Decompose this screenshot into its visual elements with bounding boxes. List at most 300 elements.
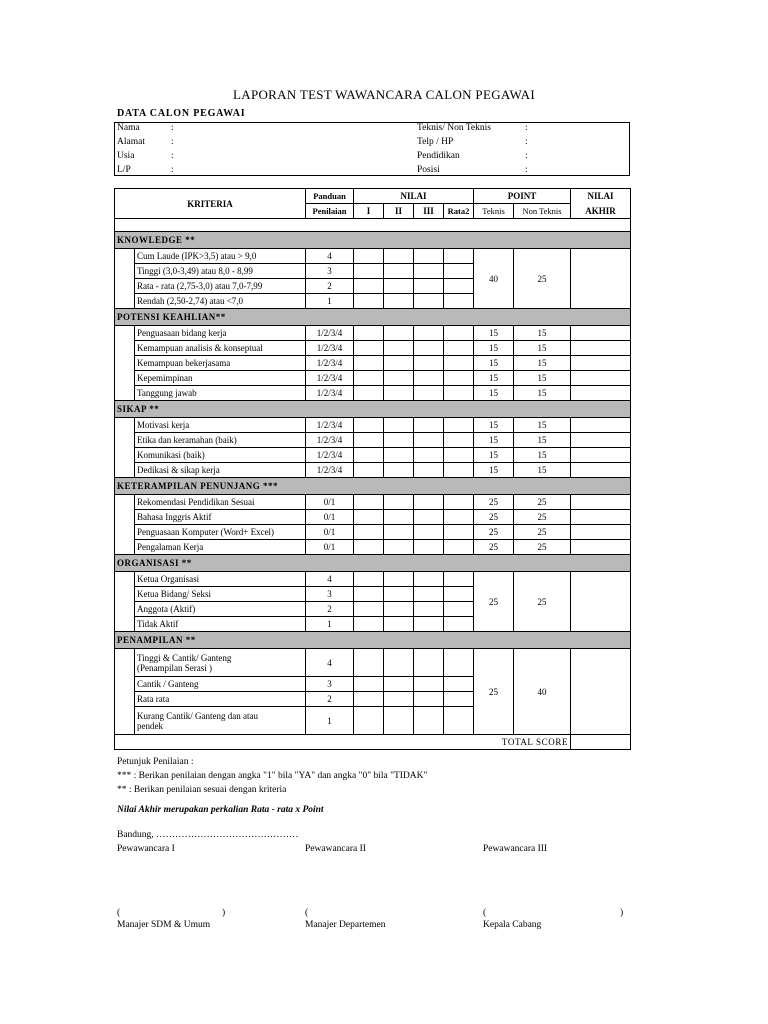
score-input-ii[interactable] — [384, 279, 414, 294]
point-teknis: 15 — [474, 341, 514, 356]
score-input-i[interactable] — [354, 433, 384, 448]
criteria-label: Tanggung jawab — [135, 386, 306, 401]
score-input-i[interactable] — [354, 279, 384, 294]
assessment-table — [114, 188, 631, 750]
point-teknis: 15 — [474, 433, 514, 448]
field-label-pendidikan: Pendidikan — [417, 151, 460, 161]
criteria-label: Rendah (2,50-2,74) atau <7,0 — [135, 294, 306, 309]
page-title: LAPORAN TEST WAWANCARA CALON PEGAWAI — [233, 87, 535, 102]
criteria-row — [115, 418, 631, 433]
score-input-i[interactable] — [354, 249, 384, 264]
score-input-rata2[interactable] — [444, 525, 474, 540]
section-header-row — [115, 232, 631, 249]
colon: : — [525, 151, 528, 161]
score-input-iii[interactable] — [414, 707, 444, 735]
criteria-label: Bahasa Inggris Aktif — [135, 510, 306, 525]
score-input-i[interactable] — [354, 418, 384, 433]
row-indent-cell — [115, 356, 135, 371]
score-input-i[interactable] — [354, 386, 384, 401]
panduan-value: 4 — [306, 572, 354, 587]
signature-close-paren: ) — [222, 908, 226, 918]
point-teknis: 25 — [474, 540, 514, 555]
point-teknis: 15 — [474, 386, 514, 401]
score-input-i[interactable] — [354, 707, 384, 735]
criteria-row — [115, 540, 631, 555]
criteria-row — [115, 356, 631, 371]
panduan-value: 4 — [306, 649, 354, 677]
score-input-iii[interactable] — [414, 540, 444, 555]
point-non-teknis: 15 — [514, 371, 571, 386]
panduan-value: 1/2/3/4 — [306, 433, 354, 448]
nilai-akhir-input[interactable] — [571, 356, 631, 371]
field-label-telp: Telp / HP — [417, 137, 454, 147]
score-input-ii[interactable] — [384, 448, 414, 463]
criteria-row — [115, 463, 631, 478]
score-input-ii[interactable] — [384, 495, 414, 510]
criteria-label: Rata - rata (2,75-3,0) atau 7,0-7,99 — [135, 279, 306, 294]
score-input-i[interactable] — [354, 540, 384, 555]
score-input-i[interactable] — [354, 677, 384, 692]
criteria-row — [115, 525, 631, 540]
score-input-i[interactable] — [354, 617, 384, 632]
nilai-akhir-input[interactable] — [571, 418, 631, 433]
colon: : — [171, 165, 174, 175]
field-label-alamat: Alamat — [117, 137, 145, 147]
criteria-row — [115, 386, 631, 401]
criteria-label: Penguasaan bidang kerja — [135, 326, 306, 341]
panduan-value: 0/1 — [306, 525, 354, 540]
candidate-data-box — [114, 122, 630, 176]
total-score-input[interactable] — [571, 735, 631, 750]
section-title: SIKAP ** — [115, 401, 631, 418]
nilai-akhir-input[interactable] — [571, 540, 631, 555]
point-non-teknis: 15 — [514, 326, 571, 341]
score-input-iii[interactable] — [414, 525, 444, 540]
point-non-teknis: 15 — [514, 341, 571, 356]
score-input-rata2[interactable] — [444, 386, 474, 401]
score-input-ii[interactable] — [384, 707, 414, 735]
section-header-row — [115, 555, 631, 572]
score-input-i[interactable] — [354, 572, 384, 587]
criteria-row — [115, 326, 631, 341]
criteria-label: Anggota (Aktif) — [135, 602, 306, 617]
nilai-akhir-input[interactable] — [571, 572, 631, 632]
point-teknis: 25 — [474, 495, 514, 510]
point-non-teknis: 15 — [514, 418, 571, 433]
score-input-ii[interactable] — [384, 386, 414, 401]
point-non-teknis: 15 — [514, 356, 571, 371]
role-manajer-departemen: Manajer Departemen — [305, 920, 386, 930]
header-akhir: AKHIR — [571, 204, 631, 219]
point-non-teknis: 15 — [514, 463, 571, 478]
criteria-label: Tinggi (3,0-3,49) atau 8,0 - 8,99 — [135, 264, 306, 279]
score-input-iii[interactable] — [414, 279, 444, 294]
criteria-row — [115, 249, 631, 264]
score-input-rata2[interactable] — [444, 448, 474, 463]
score-input-iii[interactable] — [414, 341, 444, 356]
criteria-row — [115, 448, 631, 463]
score-input-iii[interactable] — [414, 356, 444, 371]
point-non-teknis: 25 — [514, 525, 571, 540]
nilai-akhir-input[interactable] — [571, 326, 631, 341]
section-title: POTENSI KEAHLIAN** — [115, 309, 631, 326]
panduan-value: 1/2/3/4 — [306, 418, 354, 433]
total-score-row — [115, 735, 631, 750]
notes-header: Petunjuk Penilaian : — [117, 757, 194, 767]
colon: : — [525, 165, 528, 175]
section-title: KNOWLEDGE ** — [115, 232, 631, 249]
point-non-teknis: 15 — [514, 386, 571, 401]
criteria-row — [115, 433, 631, 448]
score-input-iii[interactable] — [414, 463, 444, 478]
field-label-lp: L/P — [117, 165, 131, 175]
table-header-row — [115, 189, 631, 204]
panduan-value: 0/1 — [306, 540, 354, 555]
header-nilai: NILAI — [354, 189, 474, 204]
row-indent-cell — [115, 649, 135, 677]
score-input-ii[interactable] — [384, 692, 414, 707]
criteria-label: Dedikasi & sikap kerja — [135, 463, 306, 478]
score-input-ii[interactable] — [384, 371, 414, 386]
colon: : — [525, 137, 528, 147]
score-input-ii[interactable] — [384, 587, 414, 602]
score-input-ii[interactable] — [384, 249, 414, 264]
panduan-value: 1/2/3/4 — [306, 341, 354, 356]
score-input-ii[interactable] — [384, 602, 414, 617]
row-indent-cell — [115, 525, 135, 540]
score-input-ii[interactable] — [384, 341, 414, 356]
criteria-label: Komunikasi (baik) — [135, 448, 306, 463]
score-input-rata2[interactable] — [444, 707, 474, 735]
header-point: POINT — [474, 189, 571, 204]
score-input-iii[interactable] — [414, 294, 444, 309]
row-indent-cell — [115, 707, 135, 735]
score-input-iii[interactable] — [414, 510, 444, 525]
nilai-akhir-input[interactable] — [571, 525, 631, 540]
criteria-label: Pengalaman Kerja — [135, 540, 306, 555]
candidate-data-heading: DATA CALON PEGAWAI — [117, 108, 246, 119]
criteria-label: Kurang Cantik/ Ganteng dan atau pendek — [135, 707, 306, 735]
row-indent-cell — [115, 326, 135, 341]
score-input-rata2[interactable] — [444, 495, 474, 510]
header-iii: III — [414, 204, 444, 219]
section-header-row — [115, 478, 631, 495]
score-input-iii[interactable] — [414, 617, 444, 632]
section-header-row — [115, 401, 631, 418]
section-title: PENAMPILAN ** — [115, 632, 631, 649]
point-teknis: 15 — [474, 326, 514, 341]
score-input-ii[interactable] — [384, 540, 414, 555]
section-title: ORGANISASI ** — [115, 555, 631, 572]
point-non-teknis: 25 — [514, 495, 571, 510]
row-indent-cell — [115, 510, 135, 525]
score-input-ii[interactable] — [384, 525, 414, 540]
nilai-akhir-input[interactable] — [571, 341, 631, 356]
criteria-label: Tidak Aktif — [135, 617, 306, 632]
row-indent-cell — [115, 433, 135, 448]
point-teknis: 15 — [474, 463, 514, 478]
score-input-i[interactable] — [354, 510, 384, 525]
row-indent-cell — [115, 463, 135, 478]
panduan-value: 4 — [306, 249, 354, 264]
signature-open-paren: ( — [305, 908, 309, 918]
criteria-row — [115, 495, 631, 510]
nilai-akhir-input[interactable] — [571, 649, 631, 735]
score-input-iii[interactable] — [414, 386, 444, 401]
row-indent-cell — [115, 264, 135, 279]
score-input-rata2[interactable] — [444, 540, 474, 555]
score-input-ii[interactable] — [384, 264, 414, 279]
row-indent-cell — [115, 692, 135, 707]
score-input-rata2[interactable] — [444, 249, 474, 264]
section-header-row — [115, 632, 631, 649]
row-indent-cell — [115, 371, 135, 386]
point-teknis: 40 — [474, 249, 514, 309]
nilai-akhir-input[interactable] — [571, 386, 631, 401]
point-non-teknis: 40 — [514, 649, 571, 735]
score-input-iii[interactable] — [414, 572, 444, 587]
header-nilai-akhir: NILAI — [571, 189, 631, 204]
interviewer-2-label: Pewawancara II — [305, 844, 366, 854]
nilai-akhir-input[interactable] — [571, 448, 631, 463]
interviewer-1-label: Pewawancara I — [117, 844, 175, 854]
row-indent-cell — [115, 587, 135, 602]
field-label-nama: Nama — [117, 123, 140, 133]
field-label-teknis: Teknis/ Non Teknis — [417, 123, 491, 133]
score-input-i[interactable] — [354, 692, 384, 707]
criteria-row — [115, 510, 631, 525]
nilai-akhir-input[interactable] — [571, 463, 631, 478]
score-input-ii[interactable] — [384, 418, 414, 433]
score-input-ii[interactable] — [384, 356, 414, 371]
score-input-ii[interactable] — [384, 617, 414, 632]
criteria-label: Kemampuan bekerjasama — [135, 356, 306, 371]
score-input-iii[interactable] — [414, 418, 444, 433]
score-input-rata2[interactable] — [444, 649, 474, 677]
score-input-i[interactable] — [354, 341, 384, 356]
row-indent-cell — [115, 294, 135, 309]
row-indent-cell — [115, 386, 135, 401]
criteria-label: Ketua Bidang/ Seksi — [135, 587, 306, 602]
panduan-value: 1/2/3/4 — [306, 371, 354, 386]
panduan-value: 1/2/3/4 — [306, 463, 354, 478]
row-indent-cell — [115, 341, 135, 356]
point-teknis: 15 — [474, 448, 514, 463]
point-non-teknis: 15 — [514, 448, 571, 463]
field-label-posisi: Posisi — [417, 165, 440, 175]
score-input-rata2[interactable] — [444, 341, 474, 356]
total-score-label: TOTAL SCORE — [115, 735, 571, 750]
point-teknis: 25 — [474, 510, 514, 525]
score-input-iii[interactable] — [414, 249, 444, 264]
point-non-teknis: 25 — [514, 572, 571, 632]
panduan-value: 1/2/3/4 — [306, 326, 354, 341]
score-input-ii[interactable] — [384, 510, 414, 525]
point-teknis: 25 — [474, 525, 514, 540]
nilai-akhir-input[interactable] — [571, 495, 631, 510]
score-input-iii[interactable] — [414, 433, 444, 448]
header-ii: II — [384, 204, 414, 219]
panduan-value: 0/1 — [306, 510, 354, 525]
criteria-label: Cum Laude (IPK>3,5) atau > 9,0 — [135, 249, 306, 264]
point-non-teknis: 25 — [514, 510, 571, 525]
row-indent-cell — [115, 249, 135, 264]
criteria-label: Ketua Organisasi — [135, 572, 306, 587]
criteria-row — [115, 371, 631, 386]
field-label-usia: Usia — [117, 151, 135, 161]
criteria-row — [115, 572, 631, 587]
score-input-ii[interactable] — [384, 294, 414, 309]
point-teknis: 15 — [474, 371, 514, 386]
score-input-iii[interactable] — [414, 692, 444, 707]
criteria-label: Rekomendasi Pendidikan Sesuai — [135, 495, 306, 510]
row-indent-cell — [115, 602, 135, 617]
score-input-rata2[interactable] — [444, 356, 474, 371]
panduan-value: 2 — [306, 692, 354, 707]
score-input-iii[interactable] — [414, 587, 444, 602]
score-input-rata2[interactable] — [444, 587, 474, 602]
place-date: Bandung, ……………………………………… — [117, 830, 299, 840]
score-input-iii[interactable] — [414, 495, 444, 510]
point-non-teknis: 25 — [514, 249, 571, 309]
panduan-value: 3 — [306, 677, 354, 692]
interviewer-3-label: Pewawancara III — [483, 844, 548, 854]
row-indent-cell — [115, 279, 135, 294]
score-input-ii[interactable] — [384, 677, 414, 692]
score-input-rata2[interactable] — [444, 264, 474, 279]
score-input-iii[interactable] — [414, 649, 444, 677]
score-input-rata2[interactable] — [444, 510, 474, 525]
point-teknis: 15 — [474, 356, 514, 371]
header-i: I — [354, 204, 384, 219]
score-input-i[interactable] — [354, 649, 384, 677]
signature-open-paren: ( — [483, 908, 487, 918]
criteria-label: Cantik / Ganteng — [135, 677, 306, 692]
score-input-rata2[interactable] — [444, 463, 474, 478]
panduan-value: 1/2/3/4 — [306, 448, 354, 463]
score-input-rata2[interactable] — [444, 617, 474, 632]
score-input-iii[interactable] — [414, 326, 444, 341]
score-input-rata2[interactable] — [444, 371, 474, 386]
score-input-iii[interactable] — [414, 448, 444, 463]
criteria-label: Rata rata — [135, 692, 306, 707]
criteria-row — [115, 649, 631, 677]
criteria-label: Kemampuan analisis & konseptual — [135, 341, 306, 356]
header-non-teknis: Non Teknis — [514, 204, 571, 219]
score-input-ii[interactable] — [384, 649, 414, 677]
criteria-label: Penguasaan Komputer (Word+ Excel) — [135, 525, 306, 540]
score-input-iii[interactable] — [414, 677, 444, 692]
criteria-label: Tinggi & Cantik/ Ganteng (Penampilan Serasi ) — [135, 649, 306, 677]
score-input-i[interactable] — [354, 264, 384, 279]
score-input-ii[interactable] — [384, 463, 414, 478]
nilai-akhir-input[interactable] — [571, 371, 631, 386]
row-indent-cell — [115, 617, 135, 632]
score-input-i[interactable] — [354, 356, 384, 371]
panduan-value: 0/1 — [306, 495, 354, 510]
signature-close-paren: ) — [620, 908, 624, 918]
panduan-value: 3 — [306, 264, 354, 279]
score-input-iii[interactable] — [414, 264, 444, 279]
row-indent-cell — [115, 448, 135, 463]
header-teknis: Teknis — [474, 204, 514, 219]
score-input-rata2[interactable] — [444, 279, 474, 294]
score-input-i[interactable] — [354, 587, 384, 602]
score-input-ii[interactable] — [384, 326, 414, 341]
score-input-rata2[interactable] — [444, 326, 474, 341]
score-input-iii[interactable] — [414, 602, 444, 617]
signature-open-paren: ( — [117, 908, 121, 918]
score-input-rata2[interactable] — [444, 572, 474, 587]
score-input-rata2[interactable] — [444, 677, 474, 692]
row-indent-cell — [115, 540, 135, 555]
point-non-teknis: 25 — [514, 540, 571, 555]
panduan-value: 2 — [306, 279, 354, 294]
score-input-i[interactable] — [354, 294, 384, 309]
score-input-rata2[interactable] — [444, 602, 474, 617]
score-input-rata2[interactable] — [444, 418, 474, 433]
score-input-i[interactable] — [354, 448, 384, 463]
criteria-label: Etika dan keramahan (baik) — [135, 433, 306, 448]
panduan-value: 2 — [306, 602, 354, 617]
nilai-akhir-input[interactable] — [571, 510, 631, 525]
row-indent-cell — [115, 418, 135, 433]
section-title: KETERAMPILAN PENUNJANG *** — [115, 478, 631, 495]
colon: : — [171, 123, 174, 133]
header-penilaian: Penilaian — [306, 204, 354, 219]
panduan-value: 1/2/3/4 — [306, 356, 354, 371]
blank-row — [115, 219, 631, 232]
nilai-akhir-input[interactable] — [571, 249, 631, 309]
row-indent-cell — [115, 572, 135, 587]
role-kepala-cabang: Kepala Cabang — [483, 920, 542, 930]
header-panduan: Panduan — [306, 189, 354, 204]
score-input-i[interactable] — [354, 371, 384, 386]
score-input-ii[interactable] — [384, 572, 414, 587]
point-teknis: 25 — [474, 649, 514, 735]
nilai-akhir-input[interactable] — [571, 433, 631, 448]
score-input-ii[interactable] — [384, 433, 414, 448]
header-kriteria: KRITERIA — [115, 189, 306, 219]
header-rata2: Rata2 — [444, 204, 474, 219]
criteria-label: Motivasi kerja — [135, 418, 306, 433]
score-input-iii[interactable] — [414, 371, 444, 386]
score-input-i[interactable] — [354, 495, 384, 510]
panduan-value: 1 — [306, 707, 354, 735]
final-score-note: Nilai Akhir merupakan perkalian Rata - rata x Point — [117, 805, 324, 815]
score-input-i[interactable] — [354, 525, 384, 540]
panduan-value: 1 — [306, 617, 354, 632]
score-input-i[interactable] — [354, 463, 384, 478]
point-teknis: 15 — [474, 418, 514, 433]
note-triple-star: *** : Berikan penilaian dengan angka "1" bila "YA" dan angka "0" bila "TIDAK" — [117, 771, 428, 781]
score-input-rata2[interactable] — [444, 294, 474, 309]
panduan-value: 1 — [306, 294, 354, 309]
criteria-row — [115, 341, 631, 356]
role-manajer-sdm: Manajer SDM & Umum — [117, 920, 211, 930]
row-indent-cell — [115, 677, 135, 692]
criteria-label: Kepemimpinan — [135, 371, 306, 386]
colon: : — [171, 137, 174, 147]
row-indent-cell — [115, 495, 135, 510]
colon: : — [171, 151, 174, 161]
score-input-rata2[interactable] — [444, 692, 474, 707]
point-teknis: 25 — [474, 572, 514, 632]
score-input-i[interactable] — [354, 602, 384, 617]
score-input-rata2[interactable] — [444, 433, 474, 448]
point-non-teknis: 15 — [514, 433, 571, 448]
score-input-i[interactable] — [354, 326, 384, 341]
